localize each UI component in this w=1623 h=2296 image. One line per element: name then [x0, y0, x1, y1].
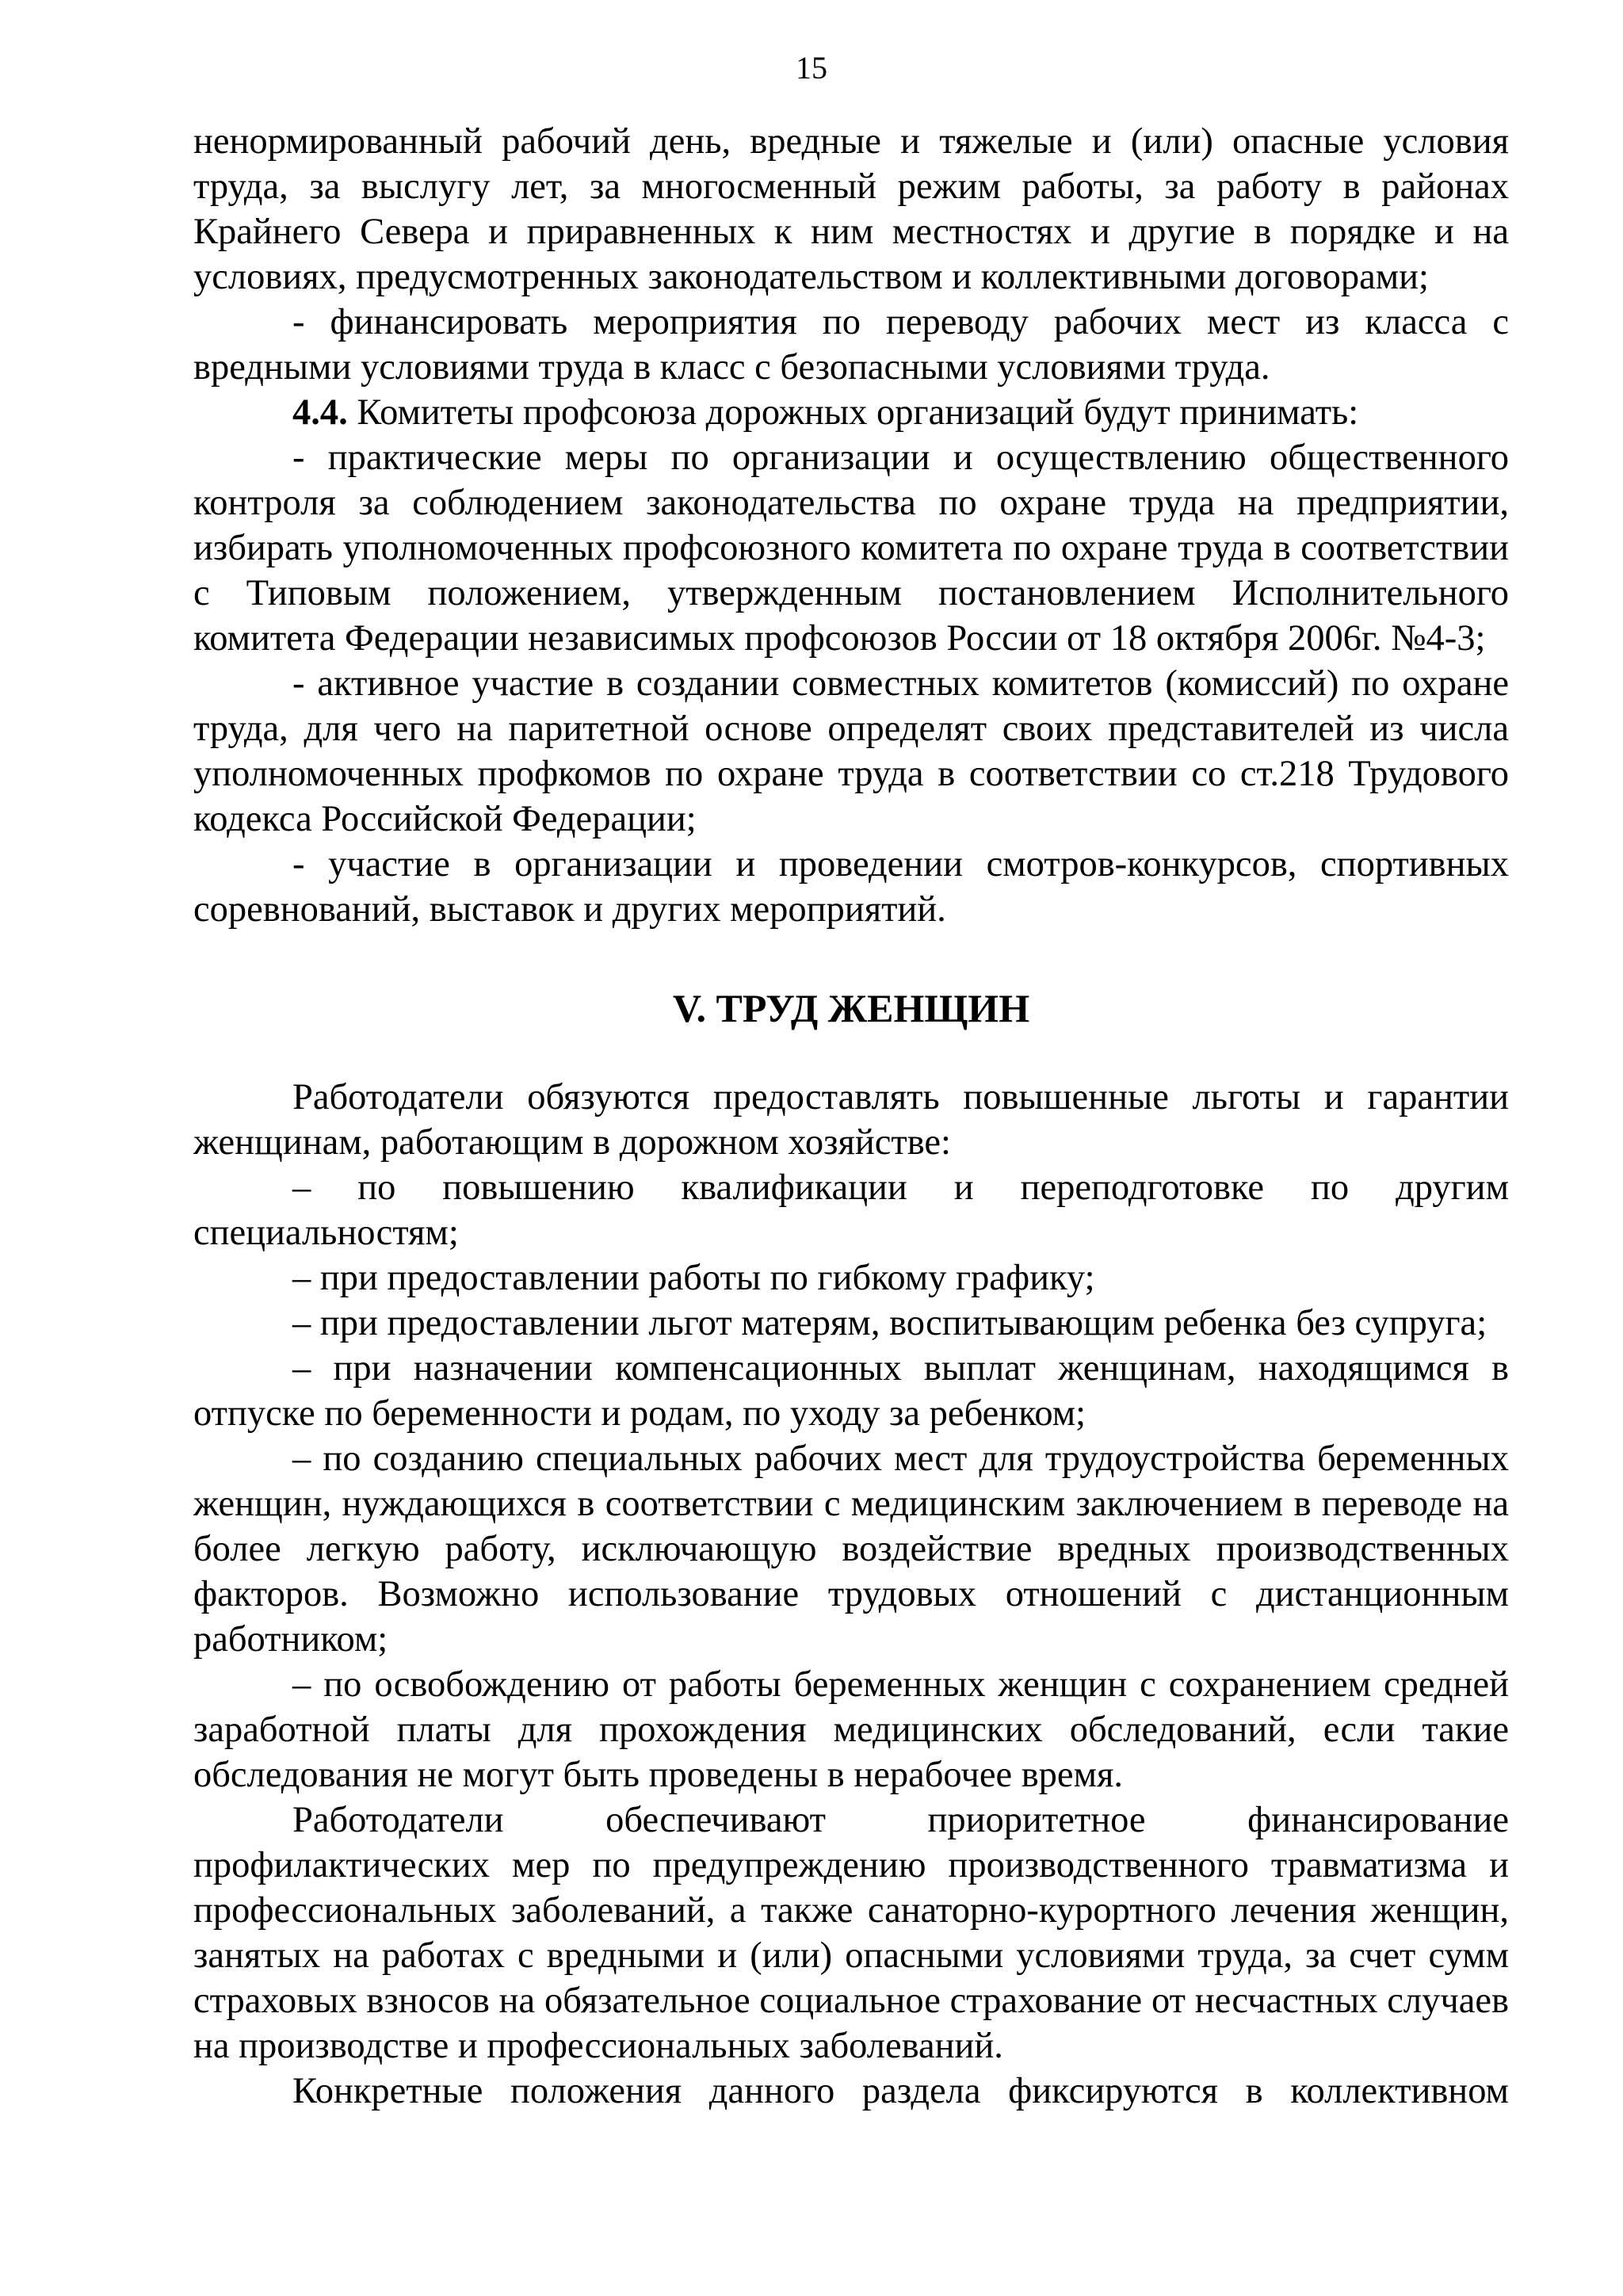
- paragraph-public-control: - практические меры по организации и осуществлению общественного контроля за соблюдением законодательства по охране труда на предприятии, избирать уполномоченных профсоюзного комитета по охране труда в соответствии с Типовым положением, утвержденным постановлением Исполнительного комитета Федерации независимых профсоюзов России от 18 октября 2006г. №4-3;: [193, 437, 1509, 659]
- clause-number: 4.4.: [292, 392, 348, 433]
- page-number: 15: [796, 50, 827, 86]
- paragraph-joint-committees: - активное участие в создании совместных комитетов (комиссий) по охране труда, для чего на паритетной основе определят своих представителей из числа уполномоченных профкомов по охране труда в соответствии со ст.218 Трудового кодекса Российской Федерации;: [193, 663, 1509, 839]
- page-content: [193, 119, 1509, 2114]
- paragraph-priority-financing: Работодатели обеспечивают приоритетное финансирование профилактических мер по предупреждению производственного травматизма и профессиональных заболеваний, а также санаторно-курортного лечения женщин, занятых на работах с вредными и (или) опасными условиями труда, за счет сумм страховых взносов на обязательное социальное страхование от несчастных случаев на производстве и профессиональных заболеваний.: [193, 1800, 1509, 2066]
- paragraph-finance-workplaces: - финансировать мероприятия по переводу рабочих мест из класса с вредными условиями труда в класс с безопасными условиями труда.: [193, 302, 1509, 388]
- paragraph-competitions: - участие в организации и проведении смотров-конкурсов, спортивных соревнований, выставок и других мероприятий.: [193, 844, 1509, 930]
- paragraph-last-line: Конкретные положения данного раздела фиксируются в коллективном: [292, 2071, 1509, 2111]
- list-item: – при назначении компенсационных выплат женщинам, находящимся в отпуске по беременности и родам, по уходу за ребенком;: [193, 1348, 1509, 1434]
- list-item: – по освобождению от работы беременных женщин с сохранением средней заработной платы для прохождения медицинских обследований, если такие обследования не могут быть проведены в нерабочее время.: [193, 1664, 1509, 1795]
- paragraph-women-intro: Работодатели обязуются предоставлять повышенные льготы и гарантии женщинам, работающим в дорожном хозяйстве:: [193, 1077, 1509, 1163]
- spacer: [193, 932, 1509, 964]
- clause-text: Комитеты профсоюза дорожных организаций будут принимать:: [347, 392, 1359, 433]
- clause-4-4: [193, 390, 1509, 435]
- list-item: – при предоставлении льгот матерям, воспитывающим ребенка без супруга;: [292, 1303, 1487, 1343]
- section-heading: V. ТРУД ЖЕНЩИН: [672, 986, 1030, 1030]
- list-item: – по повышению квалификации и переподготовке по другим специальностям;: [193, 1167, 1509, 1253]
- paragraph-remuneration-list-end: ненормированный рабочий день, вредные и тяжелые и (или) опасные условия труда, за выслугу лет, за многосменный режим работы, за работу в районах Крайнего Севера и приравненных к ним местностях и другие в порядке и на условиях, предусмотренных законодательством и коллективными договорами;: [193, 121, 1509, 297]
- list-item: – при предоставлении работы по гибкому графику;: [292, 1258, 1095, 1298]
- list-item: – по созданию специальных рабочих мест для трудоустройства беременных женщин, нуждающихся в соответствии с медицинским заключением в переводе на более легкую работу, исключающую воздействие вредных производственных факторов. Возможно использование трудовых отношений с дистанционным работником;: [193, 1438, 1509, 1660]
